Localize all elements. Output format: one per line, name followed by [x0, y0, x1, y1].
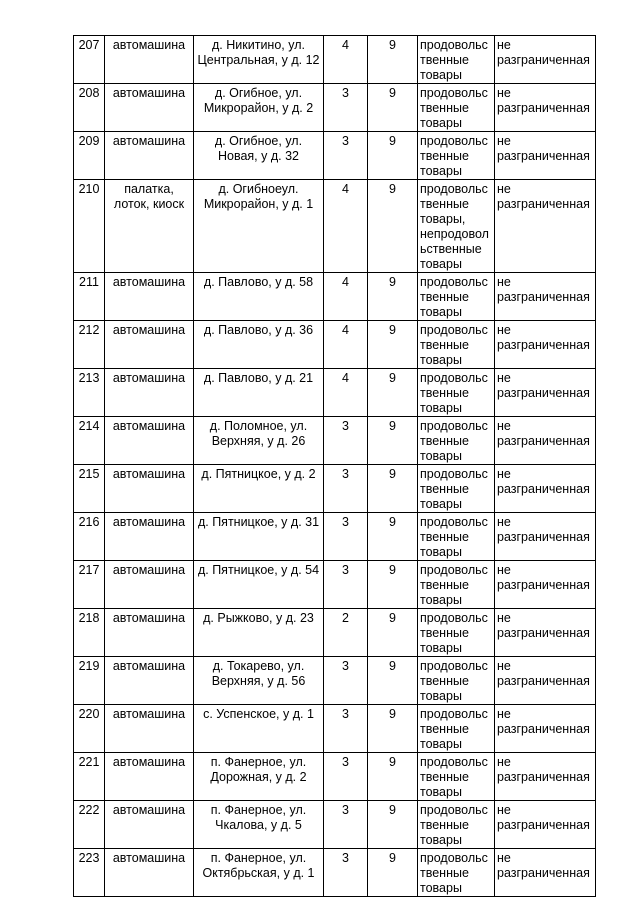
goods-cell — [418, 417, 495, 465]
places-count-cell — [324, 132, 368, 180]
places-count-cell — [324, 513, 368, 561]
row-number-cell — [74, 513, 105, 561]
table-row — [74, 417, 596, 465]
goods-cell — [418, 84, 495, 132]
land-status-text: не разграниченная — [497, 38, 590, 67]
period-cell — [368, 849, 418, 897]
row-number-cell — [74, 84, 105, 132]
places-count-text: 3 — [342, 467, 349, 481]
places-count-text: 3 — [342, 851, 349, 865]
land-status-text: не разграниченная — [497, 803, 590, 832]
goods-cell — [418, 849, 495, 897]
row-number-text: 214 — [78, 419, 100, 433]
row-number-cell — [74, 753, 105, 801]
land-status-cell — [495, 180, 596, 273]
object-type-cell — [105, 180, 194, 273]
land-status-text: не разграниченная — [497, 86, 590, 115]
goods-text: продовольс твенные товары — [420, 86, 488, 130]
goods-cell — [418, 513, 495, 561]
address-cell — [194, 84, 324, 132]
goods-cell — [418, 561, 495, 609]
land-status-cell — [495, 513, 596, 561]
object-type-text: автомашина — [112, 38, 186, 52]
table-row — [74, 369, 596, 417]
object-type-cell — [105, 369, 194, 417]
object-type-text: автомашина — [112, 803, 186, 817]
land-status-text: не разграниченная — [497, 563, 590, 592]
period-text: 9 — [389, 86, 396, 100]
places-count-cell — [324, 36, 368, 84]
places-count-text: 2 — [342, 611, 349, 625]
period-text: 9 — [389, 182, 396, 196]
address-text: д. Рыжково, у д. 23 — [203, 611, 314, 625]
address-cell — [194, 321, 324, 369]
row-number-text: 217 — [78, 563, 100, 577]
places-count-text: 4 — [342, 182, 349, 196]
period-cell — [368, 273, 418, 321]
row-number-cell — [74, 132, 105, 180]
row-number-text: 222 — [78, 803, 100, 817]
period-text: 9 — [389, 659, 396, 673]
table-row — [74, 84, 596, 132]
object-type-text: автомашина — [112, 371, 186, 385]
object-type-text: автомашина — [112, 467, 186, 481]
period-text: 9 — [389, 371, 396, 385]
object-type-text: автомашина — [112, 419, 186, 433]
period-cell — [368, 753, 418, 801]
goods-text: продовольс твенные товары — [420, 851, 488, 895]
object-type-text: автомашина — [112, 86, 186, 100]
goods-cell — [418, 273, 495, 321]
goods-cell — [418, 132, 495, 180]
address-text: д. Огибное, ул. Микрорайон, у д. 2 — [203, 86, 314, 115]
row-number-cell — [74, 609, 105, 657]
land-status-text: не разграниченная — [497, 419, 590, 448]
object-type-text: автомашина — [112, 563, 186, 577]
places-count-text: 3 — [342, 707, 349, 721]
table-row — [74, 36, 596, 84]
table-row — [74, 273, 596, 321]
places-count-text: 3 — [342, 755, 349, 769]
period-text: 9 — [389, 323, 396, 337]
row-number-text: 215 — [78, 467, 100, 481]
places-count-cell — [324, 273, 368, 321]
places-count-cell — [324, 465, 368, 513]
address-cell — [194, 180, 324, 273]
places-count-text: 4 — [342, 371, 349, 385]
address-text: д. Павлово, у д. 58 — [203, 275, 314, 289]
row-number-text: 208 — [78, 86, 100, 100]
period-cell — [368, 561, 418, 609]
period-cell — [368, 465, 418, 513]
address-cell — [194, 849, 324, 897]
object-type-cell — [105, 561, 194, 609]
period-cell — [368, 801, 418, 849]
goods-text: продовольс твенные товары — [420, 563, 488, 607]
places-count-cell — [324, 657, 368, 705]
object-type-cell — [105, 321, 194, 369]
land-status-cell — [495, 657, 596, 705]
address-text: п. Фанерное, ул. Октябрьская, у д. 1 — [202, 851, 315, 880]
goods-text: продовольс твенные товары — [420, 134, 488, 178]
object-type-cell — [105, 36, 194, 84]
period-cell — [368, 321, 418, 369]
land-status-text: не разграниченная — [497, 707, 590, 736]
table-row — [74, 753, 596, 801]
goods-text: продовольс твенные товары — [420, 275, 488, 319]
object-type-cell — [105, 273, 194, 321]
land-status-text: не разграниченная — [497, 323, 590, 352]
object-type-cell — [105, 84, 194, 132]
land-status-cell — [495, 321, 596, 369]
table-row — [74, 801, 596, 849]
row-number-text: 218 — [78, 611, 100, 625]
address-cell — [194, 705, 324, 753]
address-cell — [194, 561, 324, 609]
address-cell — [194, 465, 324, 513]
land-status-text: не разграниченная — [497, 851, 590, 880]
trade-places-table — [73, 35, 596, 897]
land-status-cell — [495, 849, 596, 897]
places-count-cell — [324, 609, 368, 657]
table-row — [74, 465, 596, 513]
row-number-text: 220 — [78, 707, 100, 721]
land-status-text: не разграниченная — [497, 371, 590, 400]
row-number-cell — [74, 36, 105, 84]
places-count-text: 3 — [342, 803, 349, 817]
object-type-cell — [105, 417, 194, 465]
object-type-text: автомашина — [112, 707, 186, 721]
places-count-text: 4 — [342, 275, 349, 289]
places-count-cell — [324, 561, 368, 609]
object-type-cell — [105, 849, 194, 897]
address-text: д. Огибноеул. Микрорайон, у д. 1 — [203, 182, 314, 211]
row-number-cell — [74, 273, 105, 321]
row-number-cell — [74, 801, 105, 849]
goods-cell — [418, 180, 495, 273]
places-count-cell — [324, 84, 368, 132]
land-status-cell — [495, 801, 596, 849]
places-count-cell — [324, 705, 368, 753]
goods-cell — [418, 705, 495, 753]
land-status-cell — [495, 36, 596, 84]
address-cell — [194, 801, 324, 849]
period-cell — [368, 36, 418, 84]
object-type-text: автомашина — [112, 659, 186, 673]
land-status-text: не разграниченная — [497, 467, 590, 496]
land-status-cell — [495, 369, 596, 417]
places-count-cell — [324, 321, 368, 369]
table-row — [74, 561, 596, 609]
period-text: 9 — [389, 467, 396, 481]
row-number-text: 210 — [78, 182, 100, 196]
goods-text: продовольс твенные товары — [420, 707, 488, 751]
places-count-text: 4 — [342, 38, 349, 52]
row-number-cell — [74, 561, 105, 609]
period-text: 9 — [389, 134, 396, 148]
table-body — [74, 36, 596, 897]
places-count-cell — [324, 801, 368, 849]
period-text: 9 — [389, 563, 396, 577]
address-cell — [194, 417, 324, 465]
land-status-text: не разграниченная — [497, 182, 590, 211]
land-status-text: не разграниченная — [497, 755, 590, 784]
land-status-cell — [495, 417, 596, 465]
goods-cell — [418, 465, 495, 513]
period-text: 9 — [389, 755, 396, 769]
table-row — [74, 705, 596, 753]
goods-cell — [418, 657, 495, 705]
period-cell — [368, 513, 418, 561]
period-text: 9 — [389, 803, 396, 817]
object-type-cell — [105, 657, 194, 705]
address-text: п. Фанерное, ул. Дорожная, у д. 2 — [210, 755, 307, 784]
land-status-cell — [495, 84, 596, 132]
address-cell — [194, 753, 324, 801]
places-count-text: 3 — [342, 563, 349, 577]
address-text: с. Успенское, у д. 1 — [203, 707, 314, 721]
row-number-cell — [74, 849, 105, 897]
row-number-text: 219 — [78, 659, 100, 673]
goods-text: продовольс твенные товары — [420, 611, 488, 655]
object-type-cell — [105, 609, 194, 657]
goods-text: продовольс твенные товары — [420, 371, 488, 415]
address-cell — [194, 273, 324, 321]
places-count-text: 4 — [342, 323, 349, 337]
land-status-text: не разграниченная — [497, 134, 590, 163]
object-type-text: автомашина — [112, 275, 186, 289]
period-cell — [368, 180, 418, 273]
land-status-cell — [495, 609, 596, 657]
places-count-text: 3 — [342, 134, 349, 148]
goods-text: продовольс твенные товары — [420, 467, 488, 511]
places-count-text: 3 — [342, 515, 349, 529]
goods-text: продовольс твенные товары — [420, 659, 488, 703]
row-number-text: 221 — [78, 755, 100, 769]
period-text: 9 — [389, 38, 396, 52]
object-type-text: автомашина — [112, 323, 186, 337]
table-row — [74, 321, 596, 369]
address-text: д. Пятницкое, у д. 2 — [201, 467, 316, 481]
period-cell — [368, 417, 418, 465]
goods-text: продовольс твенные товары — [420, 419, 488, 463]
object-type-text: автомашина — [112, 515, 186, 529]
goods-cell — [418, 609, 495, 657]
places-count-cell — [324, 180, 368, 273]
address-text: д. Пятницкое, у д. 31 — [197, 515, 320, 529]
period-text: 9 — [389, 275, 396, 289]
row-number-text: 207 — [78, 38, 100, 52]
address-text: д. Токарево, ул. Верхняя, у д. 56 — [211, 659, 306, 688]
period-cell — [368, 609, 418, 657]
address-cell — [194, 36, 324, 84]
row-number-cell — [74, 657, 105, 705]
object-type-cell — [105, 132, 194, 180]
object-type-cell — [105, 801, 194, 849]
places-count-cell — [324, 849, 368, 897]
period-text: 9 — [389, 419, 396, 433]
object-type-text: автомашина — [112, 134, 186, 148]
address-cell — [194, 609, 324, 657]
object-type-text: автомашина — [112, 755, 186, 769]
goods-cell — [418, 369, 495, 417]
object-type-cell — [105, 753, 194, 801]
row-number-cell — [74, 180, 105, 273]
goods-text: продовольс твенные товары, непродовол ьственные товары — [420, 182, 489, 271]
land-status-cell — [495, 561, 596, 609]
goods-cell — [418, 321, 495, 369]
goods-text: продовольс твенные товары — [420, 38, 488, 82]
goods-cell — [418, 753, 495, 801]
land-status-text: не разграниченная — [497, 515, 590, 544]
period-cell — [368, 132, 418, 180]
address-text: д. Павлово, у д. 21 — [203, 371, 314, 385]
land-status-cell — [495, 465, 596, 513]
places-count-text: 3 — [342, 419, 349, 433]
address-text: п. Фанерное, ул. Чкалова, у д. 5 — [210, 803, 307, 832]
object-type-cell — [105, 705, 194, 753]
row-number-cell — [74, 465, 105, 513]
address-text: д. Пятницкое, у д. 54 — [197, 563, 320, 577]
address-cell — [194, 132, 324, 180]
land-status-cell — [495, 753, 596, 801]
address-cell — [194, 369, 324, 417]
goods-text: продовольс твенные товары — [420, 323, 488, 367]
period-cell — [368, 657, 418, 705]
address-text: д. Павлово, у д. 36 — [203, 323, 314, 337]
object-type-cell — [105, 465, 194, 513]
table-row — [74, 180, 596, 273]
places-count-cell — [324, 369, 368, 417]
land-status-text: не разграниченная — [497, 611, 590, 640]
row-number-text: 209 — [78, 134, 100, 148]
places-count-cell — [324, 417, 368, 465]
address-text: д. Поломное, ул. Верхняя, у д. 26 — [209, 419, 308, 448]
table-row — [74, 609, 596, 657]
row-number-text: 223 — [78, 851, 100, 865]
object-type-text: автомашина — [112, 851, 186, 865]
row-number-cell — [74, 321, 105, 369]
goods-cell — [418, 36, 495, 84]
row-number-text: 212 — [78, 323, 100, 337]
places-count-cell — [324, 753, 368, 801]
land-status-text: не разграниченная — [497, 659, 590, 688]
row-number-text: 216 — [78, 515, 100, 529]
goods-text: продовольс твенные товары — [420, 515, 488, 559]
table-row — [74, 513, 596, 561]
places-count-text: 3 — [342, 86, 349, 100]
goods-text: продовольс твенные товары — [420, 803, 488, 847]
land-status-cell — [495, 705, 596, 753]
row-number-text: 211 — [79, 275, 99, 289]
table-row — [74, 657, 596, 705]
period-text: 9 — [389, 707, 396, 721]
address-cell — [194, 513, 324, 561]
period-cell — [368, 369, 418, 417]
land-status-cell — [495, 273, 596, 321]
object-type-text: палатка, лоток, киоск — [113, 182, 185, 211]
table-row — [74, 849, 596, 897]
period-text: 9 — [389, 851, 396, 865]
period-cell — [368, 705, 418, 753]
period-cell — [368, 84, 418, 132]
land-status-text: не разграниченная — [497, 275, 590, 304]
places-count-text: 3 — [342, 659, 349, 673]
address-text: д. Огибное, ул. Новая, у д. 32 — [214, 134, 303, 163]
period-text: 9 — [389, 611, 396, 625]
row-number-cell — [74, 417, 105, 465]
object-type-cell — [105, 513, 194, 561]
object-type-text: автомашина — [112, 611, 186, 625]
row-number-cell — [74, 369, 105, 417]
goods-cell — [418, 801, 495, 849]
address-text: д. Никитино, ул. Центральная, у д. 12 — [197, 38, 320, 67]
table-row — [74, 132, 596, 180]
period-text: 9 — [389, 515, 396, 529]
row-number-text: 213 — [78, 371, 100, 385]
goods-text: продовольс твенные товары — [420, 755, 488, 799]
address-cell — [194, 657, 324, 705]
row-number-cell — [74, 705, 105, 753]
land-status-cell — [495, 132, 596, 180]
